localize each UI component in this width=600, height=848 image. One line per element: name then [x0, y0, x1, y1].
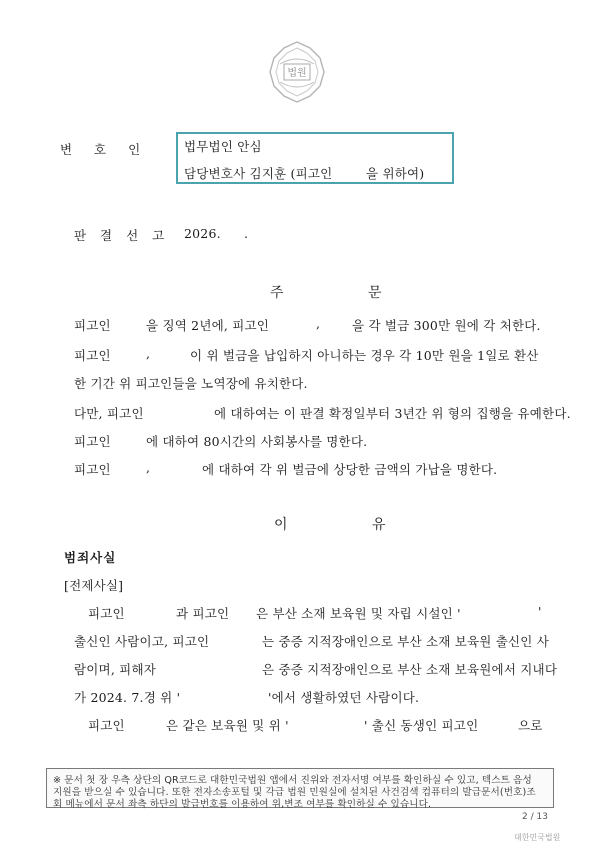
order-p2-a: 피고인 — [74, 348, 111, 363]
reason-l2-b: 는 중증 지적장애인으로 부산 소재 보육원 출신인 사 — [262, 634, 549, 649]
page-number: 2 / 13 — [522, 812, 548, 822]
court-seal-icon — [266, 40, 328, 106]
judgment-date-label: 판 결 선 고 — [74, 228, 170, 243]
attorney-line-end: 을 위하여) — [366, 166, 425, 181]
order-p3-b: 에 대하여는 이 판결 확정일부터 3년간 위 형의 집행을 유예한다. — [214, 406, 571, 421]
footer-line-3: 회 메뉴에서 문서 좌측 하단의 발급번호를 이용하여 위,변조 여부를 확인하실 수 있습니다. — [53, 799, 432, 810]
order-p1-b: 을 징역 2년에, 피고인 — [146, 318, 270, 333]
order-p3-a: 다만, 피고인 — [74, 406, 144, 421]
counsel-label: 변 호 인 — [60, 142, 150, 157]
reason-l5-a: 피고인 — [88, 718, 125, 733]
reason-l1-b: 과 피고인 — [176, 606, 230, 621]
reason-l5-d: 으로 — [518, 718, 543, 733]
reason-l1-c: 은 부산 소재 보육원 및 자립 시설인 ' — [256, 606, 461, 621]
order-p5-b: , — [146, 460, 151, 475]
footer-notice-box — [46, 768, 554, 808]
premise-facts-label: [전제사실] — [64, 578, 124, 593]
reason-l5-b: 은 같은 보육원 및 위 ' — [166, 718, 289, 733]
order-p1-a: 피고인 — [74, 318, 111, 333]
order-p1-c: , — [316, 316, 321, 331]
order-p2-d: 한 기간 위 피고인들을 노역장에 유치한다. — [74, 376, 308, 391]
order-p5-c: 에 대하여 각 위 벌금에 상당한 금액의 가납을 명한다. — [202, 462, 498, 477]
order-heading: 주 문 — [270, 285, 422, 301]
reason-l1-a: 피고인 — [88, 606, 125, 621]
footer-line-2: 지원을 받으실 수 있습니다. 또한 전자소송포털 및 각급 법원 민원실에 설치된 사건검색 컴퓨터의 발급문서(번호)조 — [53, 787, 536, 798]
order-p5-a: 피고인 — [74, 462, 111, 477]
reason-l5-c: ' 출신 동생인 피고인 — [364, 718, 479, 733]
reason-l1-d: ' — [538, 604, 542, 619]
law-firm-name: 법무법인 안심 — [184, 139, 262, 154]
order-p2-b: , — [146, 346, 151, 361]
court-watermark: 대한민국법원 — [514, 833, 561, 842]
order-p4-a: 피고인 — [74, 434, 111, 449]
reason-heading: 이 유 — [274, 517, 426, 533]
order-p4-b: 에 대하여 80시간의 사회봉사를 명한다. — [146, 434, 368, 449]
judgment-date: 2026. — [184, 226, 221, 241]
reason-l4-a: 가 2024. 7.경 위 ' — [74, 690, 181, 705]
attorney-line: 담당변호사 김지훈 (피고인 — [184, 166, 333, 181]
order-p2-c: 이 위 벌금을 납입하지 아니하는 경우 각 10만 원을 1일로 환산 — [190, 348, 539, 363]
reason-l3-b: 은 중증 지적장애인으로 부산 소재 보육원에서 지내다 — [262, 662, 558, 677]
crime-facts-title: 범죄사실 — [64, 550, 117, 565]
reason-l2-a: 출신인 사람이고, 피고인 — [74, 634, 210, 649]
footer-line-1: ※ 문서 첫 장 우측 상단의 QR코드로 대한민국법원 앱에서 진위와 전자서명 여부를 확인하실 수 있고, 텍스트 음성 — [53, 775, 532, 786]
order-p1-d: 을 각 벌금 300만 원에 각 처한다. — [352, 318, 541, 333]
reason-l3-a: 람이며, 피해자 — [74, 662, 156, 677]
seal-text: 법원 — [287, 68, 307, 79]
reason-l4-b: '에서 생활하였던 사람이다. — [268, 690, 420, 705]
judgment-date-dot: . — [244, 226, 249, 241]
